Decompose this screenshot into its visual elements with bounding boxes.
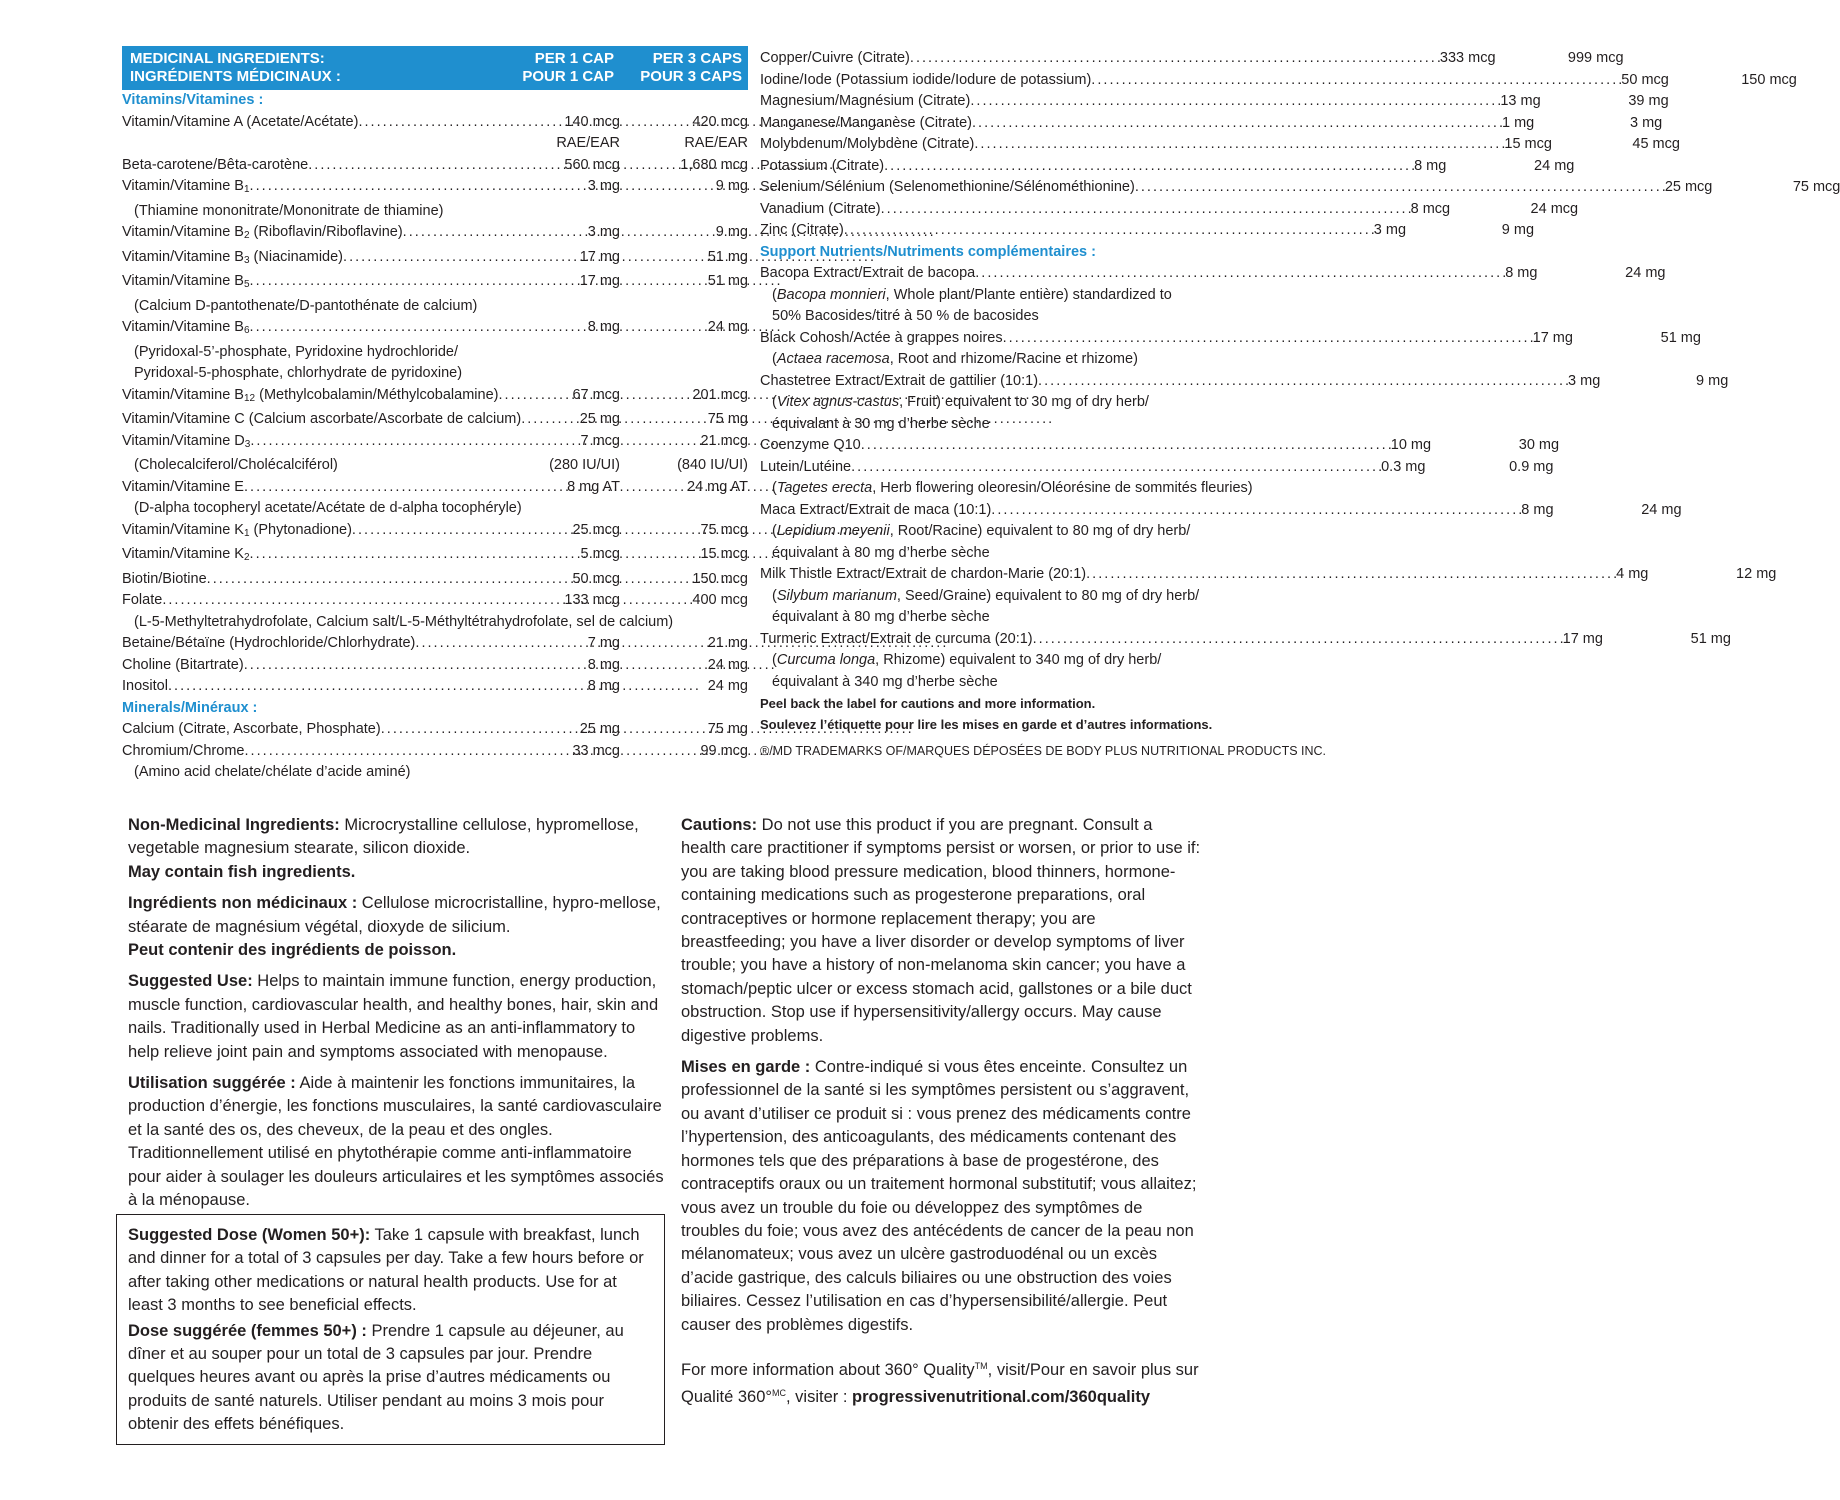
ingredient-detail: (Cholecalciferol/Cholécalciférol) (280 IU/UI) (840 IU/UI): [134, 457, 748, 473]
ingredient-row: Vitamin/Vitamine $B_1$ . . . 3 mg 9 mg: [122, 176, 748, 201]
ingredient-row: Biotin/Biotine . . . 50 mcg 150 mcg: [122, 569, 748, 591]
ingredient-row: Molybdenum/Molybdène (Citrate) . . . 15 mcg 45 mcg: [760, 134, 1372, 156]
ingredient-row: Vanadium (Citrate) . . . 8 mcg 24 mcg: [760, 199, 1372, 221]
cautions-section: [681, 814, 1201, 1418]
ingredient-detail: (Calcium D-pantothenate/D-pantothénate de calcium): [134, 297, 478, 314]
ingredient-detail: équivalant à 30 mg d’herbe sèche: [772, 415, 990, 432]
ingredient-row: Iodine/Iode (Potassium iodide/Iodure de potassium) . . . 50 mcg 150 mcg: [760, 70, 1372, 92]
section-minerals-heading: Minerals/Minéraux :: [122, 699, 258, 716]
ingredient-detail: (Thiamine mononitrate/Mononitrate de thiamine): [134, 202, 444, 219]
ingredient-row: Beta-carotene/Bêta-carotène . . . 560 mcg 1,680 mcg: [122, 155, 748, 177]
nonmed-en: Non-Medicinal Ingredients: Microcrystalline cellulose, hypromellose, vegetable magnesium stearate, silicon dioxide. May contain fish ingredients.: [128, 816, 639, 881]
ingredient-row: Inositol . . . 8 mg 24 mg: [122, 676, 748, 698]
more-info: For more information about 360° Quality™, visit/Pour en savoir plus sur Qualité 360°$^{MC}$, visiter : progressivenutritional.com/360quality: [681, 1360, 1199, 1407]
ingredient-row: Vitamin/Vitamine C (Calcium ascorbate/Ascorbate de calcium) . . . 25 mg 75 mg: [122, 409, 748, 431]
table-header: [122, 46, 748, 90]
ingredient-detail: équivalant à 80 mg d’herbe sèche: [772, 544, 990, 561]
ingredient-detail: (Bacopa monnieri, Whole plant/Plante entière) standardized to: [772, 286, 1172, 303]
info-url-link[interactable]: progressivenutritional.com/360quality: [852, 1388, 1151, 1407]
ingredient-detail: (Curcuma longa, Rhizome) equivalent to 340 mg of dry herb/: [772, 652, 1162, 668]
ingredient-row: Maca Extract/Extrait de maca (10:1) . . . 8 mg 24 mg: [760, 500, 1372, 522]
ingredient-row: Chromium/Chrome . . . 33 mcg 99 mcg: [122, 741, 748, 763]
ingredient-row: Choline (Bitartrate) . . . 8 mg 24 mg: [122, 655, 748, 677]
ingredient-row: Folate . . . 133 mcg 400 mcg: [122, 590, 748, 612]
usage-section: [128, 814, 668, 1221]
ingredient-row: Vitamin/Vitamine $B_5$ . . . 17 mg 51 mg: [122, 271, 748, 296]
ingredient-row: Chastetree Extract/Extrait de gattilier (10:1) . . . 3 mg 9 mg: [760, 371, 1372, 393]
ingredient-detail: équivalant à 80 mg d’herbe sèche: [772, 609, 990, 625]
ingredient-detail: (Tagetes erecta, Herb flowering oleoresin/Oléorésine de sommités fleuries): [772, 480, 1253, 496]
ingredient-detail: (Vitex agnus-castus, Fruit) equivalent to 30 mg of dry herb/: [772, 394, 1149, 410]
ingredient-row: Vitamin/Vitamine $B_3$ (Niacinamide) . . . 17 mg 51 mg: [122, 247, 748, 272]
ingredient-row: Copper/Cuivre (Citrate) . . . 333 mcg 999 mcg: [760, 48, 1372, 70]
section-support-heading: Support Nutrients/Nutriments complémentaires :: [760, 243, 1096, 260]
ingredient-row: Vitamin/Vitamine A (Acetate/Acétate) . . . 140 mcg 420 mcg: [122, 112, 748, 134]
ingredient-row: Lutein/Lutéine . . . 0.3 mg 0.9 mg: [760, 457, 1372, 479]
medicinal-ingredients-table: [122, 46, 748, 784]
ingredient-row: Calcium (Citrate, Ascorbate, Phosphate) . . . 25 mg 75 mg: [122, 719, 748, 741]
ingredient-row: Vitamin/Vitamine $K_2$ . . . 5 mcg 15 mcg: [122, 544, 748, 569]
dose-en: Suggested Dose (Women 50+): Take 1 capsule with breakfast, lunch and dinner for a total of 3 capsules per day. Take a few hours before or after taking other medications or natural health products. Use for at least 3 months to see beneficial effects.: [128, 1226, 644, 1315]
ingredient-row: Vitamin/Vitamine $B_6$ . . . 8 mg 24 mg: [122, 317, 748, 342]
ingredient-row: Vitamin/Vitamine $D_3$ . . . 7 mcg 21 mcg: [122, 431, 748, 456]
header-title: MEDICINAL INGREDIENTS: INGRÉDIENTS MÉDICINAUX :: [130, 50, 341, 85]
ingredient-row: Black Cohosh/Actée à grappes noires . . . 17 mg 51 mg: [760, 328, 1372, 350]
ingredient-detail: (Silybum marianum, Seed/Graine) equivalent to 80 mg of dry herb/: [772, 587, 1200, 604]
ingredient-detail: (Amino acid chelate/chélate d’acide aminé): [134, 764, 411, 780]
ingredient-row: Vitamin/Vitamine $B_2$ (Riboflavin/Riboflavine) . . . 3 mg 9 mg: [122, 222, 748, 247]
section-vitamins-heading: Vitamins/Vitamines :: [122, 92, 264, 108]
suggested-use-en: Suggested Use: Helps to maintain immune function, energy production, muscle function, cardiovascular health, and healthy bones, hair, skin and nails. Traditionally used in Herbal Medicine as an anti-inflammatory to help relieve joint pain and symptoms associated with menopause.: [128, 972, 659, 1061]
ingredient-detail: (L-5-Methyltetrahydrofolate, Calcium salt/L-5-Méthyltétrahydrofolate, sel de calcium): [134, 613, 674, 630]
ingredient-row: Magnesium/Magnésium (Citrate) . . . 13 mg 39 mg: [760, 91, 1372, 113]
header-per-3-caps: PER 3 CAPS POUR 3 CAPS: [640, 50, 742, 85]
ingredient-detail: (Actaea racemosa, Root and rhizome/Racine et rhizome): [772, 351, 1138, 367]
ingredient-row: Zinc (Citrate) . . . 3 mg 9 mg: [760, 220, 1372, 242]
ingredient-row: Betaine/Bétaïne (Hydrochloride/Chlorhydrate) . . . 7 mg 21 mg: [122, 633, 748, 655]
peel-note-en: Peel back the label for cautions and more information.: [760, 696, 1096, 711]
ingredient-row: Vitamin/Vitamine $B_{12}$ (Methylcobalamin/Méthylcobalamine) . . . 67 mcg 201 mcg: [122, 385, 748, 410]
ingredient-row: Manganese/Manganèse (Citrate) . . . 1 mg 3 mg: [760, 113, 1372, 135]
ingredient-detail: (Pyridoxal-5’-phosphate, Pyridoxine hydrochloride/: [134, 343, 458, 360]
ingredient-detail: (Lepidium meyenii, Root/Racine) equivalent to 80 mg of dry herb/: [772, 523, 1191, 539]
dose-box: [116, 1214, 665, 1445]
header-per-1-cap: PER 1 CAP POUR 1 CAP: [522, 50, 614, 85]
ingredient-detail: équivalant à 340 mg d’herbe sèche: [772, 673, 998, 690]
trademark-note: ®/MD TRADEMARKS OF/MARQUES DÉPOSÉES DE BODY PLUS NUTRITIONAL PRODUCTS INC.: [760, 744, 1327, 758]
ingredient-row: Bacopa Extract/Extrait de bacopa . . . 8 mg 24 mg: [760, 263, 1372, 285]
ingredient-units: RAE/EAR RAE/EAR: [556, 135, 748, 151]
ingredient-row: Selenium/Sélénium (Selenomethionine/Sélénométhionine) . . . 25 mcg 75 mcg: [760, 177, 1372, 199]
cautions-fr: Mises en garde : Contre-indiqué si vous êtes enceinte. Consultez un professionnel de la santé si les symptômes persistent ou s’aggravent, ou avant d’utiliser ce produit si : vous prenez des médicaments contre l’hypertension, des anticoagulants, des médicaments contenant des hormones tels que des préparations à base de progestérone, des contraceptifs oraux ou un traitement hormonal substitutif; vous allaitez; vous avez un trouble du foie ou développez des symptômes de troubles du foie; vous avez des antécédents de cancer de la peau non mélanomateux; vous avez un ulcère gastroduodénal ou un excès d’acide gastrique, des calculs biliaires ou une obstruction des voies biliaires. Cessez l’utilisation en cas d’hypersensibilité/allergie. Peut causer des problèmes digestifs.: [681, 1058, 1197, 1334]
dose-fr: Dose suggérée (femmes 50+) : Prendre 1 capsule au déjeuner, au dîner et au souper pour un total de 3 capsules par jour. Prendre quelques heures avant ou après la prise d’autres médicaments ou produits de santé naturels. Utiliser pendant au moins 3 mois pour obtenir des effets bénéfiques.: [128, 1321, 624, 1434]
ingredient-row: Vitamin/Vitamine $K_1$ (Phytonadione) . . . 25 mcg 75 mcg: [122, 520, 748, 545]
ingredient-row: Milk Thistle Extract/Extrait de chardon-Marie (20:1) . . . 4 mg 12 mg: [760, 564, 1372, 586]
peel-note-fr: Soulevez l’étiquette pour lire les mises en garde et d’autres informations.: [760, 717, 1213, 732]
ingredient-detail: 50% Bacosides/titré à 50 % de bacosides: [772, 308, 1039, 324]
ingredient-row: Potassium (Citrate) . . . 8 mg 24 mg: [760, 156, 1372, 178]
ingredients-continued: [760, 48, 1840, 761]
ingredient-row: Coenzyme Q10 . . . 10 mg 30 mg: [760, 435, 1372, 457]
ingredient-detail: (D-alpha tocopheryl acetate/Acétate de d-alpha tocophéryle): [134, 500, 522, 516]
suggested-use-fr: Utilisation suggérée : Aide à maintenir les fonctions immunitaires, la production d’énergie, les fonctions musculaires, la santé cardiovasculaire et la santé des os, des cheveux, de la peau et des ongles. Traditionnellement utilisé en phytothérapie comme anti-inflammatoire pour aider à soulager les douleurs articulaires et les symptômes associés à la ménopause.: [128, 1074, 664, 1210]
ingredient-row: Turmeric Extract/Extrait de curcuma (20:1) . . . 17 mg 51 mg: [760, 629, 1372, 651]
cautions-en: Cautions: Do not use this product if you are pregnant. Consult a health care practitioner if symptoms persist or worsen, or prior to use if: you are taking blood pressure medication, blood thinners, hormone-containing medications such as progesterone preparations, oral contraceptives or hormone replacement therapy; you are breastfeeding; you have a liver disorder or develop symptoms of liver trouble; you have a history of non-melanoma skin cancer; you have a stomach/peptic ulcer or excess stomach acid, gallstones or a bile duct obstruction. Stop use if hypersensitivity/allergy occurs. May cause digestive problems.: [681, 816, 1201, 1045]
nonmed-fr: Ingrédients non médicinaux : Cellulose microcristalline, hypro-mellose, stéarate de magnésium végétal, dioxyde de silicium. Peut contenir des ingrédients de poisson.: [128, 894, 661, 960]
ingredient-row: Vitamin/Vitamine E . . . 8 mg AT 24 mg AT: [122, 477, 748, 499]
ingredient-detail: Pyridoxal-5-phosphate, chlorhydrate de pyridoxine): [134, 365, 463, 381]
